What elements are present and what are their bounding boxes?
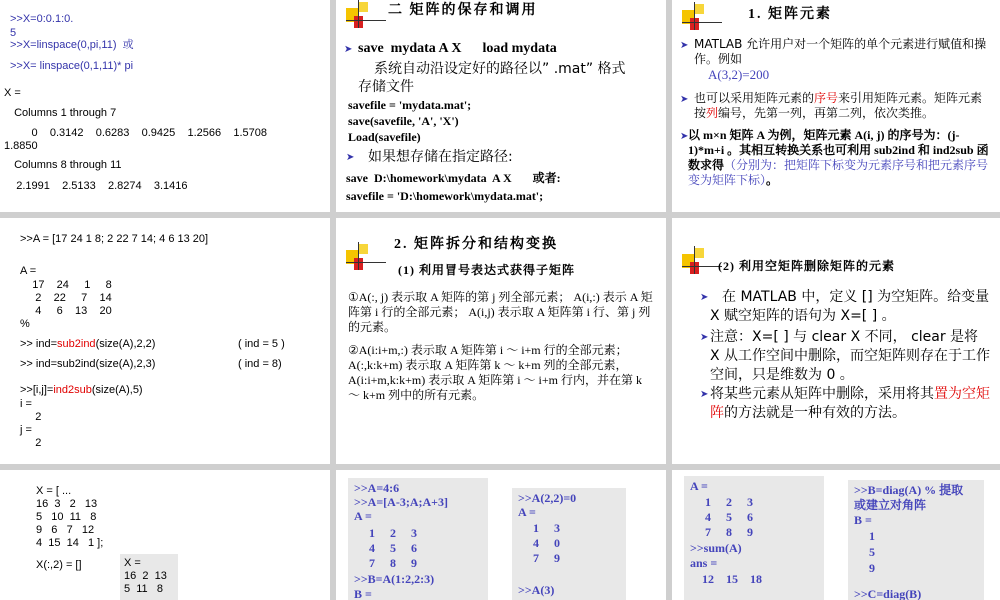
code-line: >> ind=sub2ind(size(A),2,3) (20, 358, 156, 370)
bullet-icon: ➤ (344, 44, 353, 55)
bullet-icon: ➤ (680, 94, 689, 105)
code-line: savefile = 'D:\homework\mydata.mat'; (346, 189, 544, 203)
code-box (512, 488, 626, 600)
cut-off-text (22, 0, 25, 7)
code-line: 或建立对角阵 (854, 498, 927, 512)
matrix-row: 4 5 6 (690, 510, 753, 524)
output-line: j = (20, 424, 32, 436)
comment: ( ind = 5 ) (238, 338, 285, 350)
output-box (120, 554, 178, 600)
code-line: 4 15 14 1 ]; (36, 537, 104, 549)
slide-submatrix-example (336, 470, 666, 600)
code-line: >>B=A(1:2,2:3) (354, 572, 435, 586)
output-line: X = (124, 557, 141, 569)
matrix-row: 1 2 3 (690, 495, 753, 509)
slide-matrix-elements (672, 0, 1000, 212)
matrix-row: 12 15 18 (690, 572, 762, 586)
paragraph: 注意：X=[ ] 与 clear X 不同， clear 是将 X 从工作空间中删除，而空矩阵则存在于工作空间，只是维数为 0 。 (710, 329, 991, 383)
output-line: Columns 8 through 11 (8, 159, 122, 171)
matrix-row: 1 3 (518, 521, 560, 535)
code-line: X(:,2) = [] (36, 559, 82, 571)
code-line: ans = (690, 556, 718, 570)
code-line: >>A=4:6 (354, 481, 400, 495)
matrix-row: 7 8 9 (354, 556, 417, 570)
output-line: % (20, 318, 30, 330)
code-line: A = (518, 505, 536, 519)
code-line: >>X=0:0.1:0. (10, 13, 74, 25)
output-line: 2 (20, 437, 42, 449)
slide-title: (2) 利用空矩阵删除矩阵的元素 (718, 259, 895, 273)
matrix-row: 5 (854, 545, 875, 559)
code-line: >>A = [17 24 1 8; 2 22 7 14; 4 6 13 20] (20, 233, 209, 245)
slide-linspace (0, 0, 330, 212)
comment: ( ind = 8) (238, 358, 282, 370)
output-line: i = (20, 398, 32, 410)
paragraph: 在 MATLAB 中，定义 [] 为空矩阵。给变量 X 赋空矩阵的语句为 X=[ ] 。 (710, 289, 990, 324)
slide-sum-diag (672, 470, 1000, 600)
slide-save-load (336, 0, 666, 212)
slide-matrix-split (336, 218, 666, 464)
slide-title: 二 矩阵的保存和调用 (388, 3, 538, 18)
paragraph: ①A(:, j) 表示取 A 矩阵的第 j 列全部元素； A(i,:) 表示 A 矩阵第 i 行的全部元素； A(i,j) 表示取 A 矩阵第 i 行、第 j 列的元素。 (348, 290, 653, 334)
matrix-row: 4 5 6 (354, 541, 417, 555)
code-line: 9 6 7 12 (36, 524, 95, 536)
matrix-row: 2 22 7 14 (20, 292, 112, 304)
output-line: 2.1991 2.5133 2.8274 3.1416 (4, 180, 188, 192)
code-line: save(savefile, 'A', 'X') (348, 114, 459, 128)
slide-delete-column (0, 470, 330, 600)
code-line: X = [ ... (36, 485, 72, 497)
paragraph: ②A(i:i+m,:) 表示取 A 矩阵第 i ～ i+m 行的全部元素； A(:,k:k+m) 表示取 A 矩阵第 k ～ k+m 列的全部元素， A(i:i+m,k:k+m) 表示取 A 矩阵第 i ～ i+m 行内，并在第 k ～ k+m 列中的所有元素。 (348, 343, 642, 402)
output-line: 1.8850 (4, 140, 38, 152)
output-line: Columns 1 through 7 (8, 107, 117, 119)
code-line: 5 10 11 8 (36, 511, 97, 523)
code-line: >> ind=sub2ind(size(A),2,2) (20, 338, 156, 350)
code-line: 5 (10, 27, 17, 39)
bullet-icon: ➤ (680, 40, 689, 51)
bullet-icon: ➤ (700, 332, 709, 343)
code-line: >>B=diag(A) % 提取 (854, 483, 964, 497)
code-line: B = (354, 587, 372, 600)
text-line: save mydata A X load mydata (358, 41, 557, 56)
bullet-icon: ➤ (700, 292, 709, 303)
code-box (684, 476, 824, 600)
code-line: >>A=[A-3;A;A+3] (354, 495, 448, 509)
matrix-row: 17 24 1 8 (20, 279, 112, 291)
paragraph: 将某些元素从矩阵中删除，采用将其置为空矩阵的方法就是一种有效的方法。 (710, 386, 990, 421)
output-line: 5 11 8 (124, 583, 163, 595)
slide-empty-matrix (672, 218, 1000, 464)
code-line: savefile = 'mydata.mat'; (348, 98, 472, 112)
code-line: >>X= linspace(0,1,11)* pi (10, 60, 134, 72)
text-line: 系统自动沿设定好的路径以” .mat” 格式 (374, 61, 626, 77)
code-box (348, 478, 488, 600)
code-line: >>X=linspace(0,pi,11) 或 (10, 39, 134, 51)
text-line: 如果想存储在指定路径: (368, 149, 513, 165)
code-line: >>A(3) (518, 583, 555, 597)
code-line: >>C=diag(B) (854, 587, 922, 600)
slide-sub2ind (0, 218, 330, 464)
code-box (848, 480, 984, 600)
matrix-row: 1 2 3 (354, 526, 417, 540)
text-line: 存储文件 (358, 79, 414, 95)
matrix-row: 4 6 13 20 (20, 305, 112, 317)
bullet-icon: ➤ (346, 152, 355, 163)
code-line: >>[i,j]=ind2sub(size(A),5) (20, 384, 143, 396)
matrix-row: 7 8 9 (690, 525, 753, 539)
output-line: A = (20, 265, 37, 277)
code-line: >>sum(A) (690, 541, 742, 555)
output-line: 2 (20, 411, 42, 423)
slide-subtitle: (1) 利用冒号表达式获得子矩阵 (398, 263, 575, 277)
matrix-row: 4 0 (518, 536, 560, 550)
output-line: 16 2 13 (124, 570, 167, 582)
code-line: save D:\homework\mydata A X 或者: (346, 171, 561, 185)
paragraph: MATLAB 允许用户对一个矩阵的单个元素进行赋值和操作。例如 (694, 37, 987, 66)
slide-title: 2. 矩阵拆分和结构变换 (394, 237, 558, 252)
bullet-icon: ➤ (700, 389, 709, 400)
matrix-row: 1 (854, 529, 875, 543)
code-line: Load(savefile) (348, 130, 421, 144)
code-line: 16 3 2 13 (36, 498, 98, 510)
slide-title: 1. 矩阵元素 (748, 7, 832, 22)
paragraph: 也可以采用矩阵元素的序号来引用矩阵元素。矩阵元素按列编号，先第一列，再第二列，依次类推。 (694, 91, 983, 120)
output-line: X = (4, 87, 21, 99)
matrix-row: 7 9 (518, 551, 560, 565)
bullet-icon: ➤ (680, 131, 689, 142)
matrix-row: 9 (854, 561, 875, 575)
paragraph: 以 m×n 矩阵 A 为例，矩阵元素 A(i, j) 的序号为：(j-1)*m+i 。其相互转换关系也可利用 sub2ind 和 ind2sub 函数求得（分别为：把矩阵下标变为元素序号和把元素序号变为矩阵下标）。 (688, 128, 989, 187)
output-line: 0 0.3142 0.6283 0.9425 1.2566 1.5708 (4, 127, 267, 139)
code-line: >>A(2,2)=0 (518, 491, 577, 505)
code-line: A = (690, 479, 708, 493)
code-line: B = (854, 513, 872, 527)
code-line: A = (354, 509, 372, 523)
code-example: A(3,2)=200 (708, 67, 770, 82)
